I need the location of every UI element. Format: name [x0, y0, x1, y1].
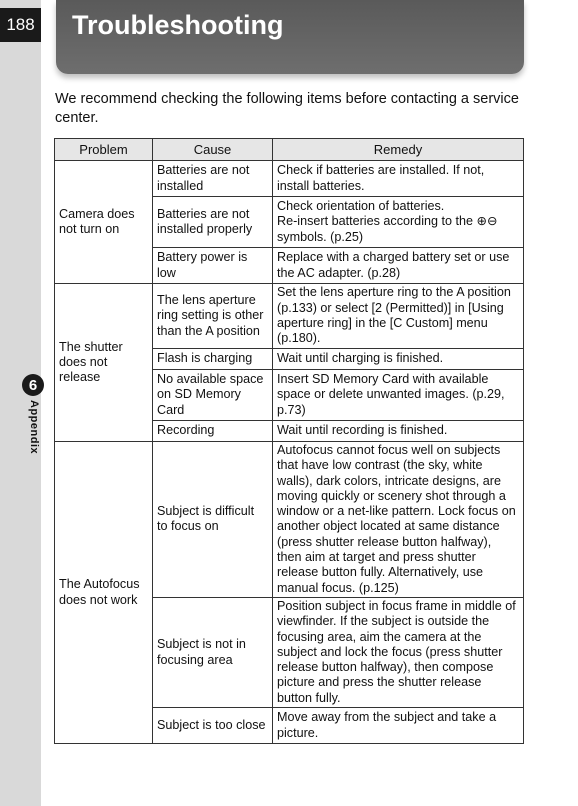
cause-cell: Batteries are not installed — [153, 161, 273, 197]
cause-cell: Recording — [153, 421, 273, 442]
remedy-cell: Wait until recording is finished. — [273, 421, 524, 442]
remedy-cell: Check if batteries are installed. If not, install batteries. — [273, 161, 524, 197]
remedy-cell: Autofocus cannot focus well on subjects that have low contrast (the sky, white walls), dark colors, intricate designs, are moving quickly or scenery shot through a window or a net-like pattern. Lock focus on another object located at same distance (press shutter release button halfway), then aim at target and press shutter release button fully. Alternatively, use manual focus. (p.125) — [273, 442, 524, 598]
problem-cell: Camera does not turn on — [55, 161, 153, 284]
cause-cell: Batteries are not installed properly — [153, 197, 273, 248]
remedy-cell: Replace with a charged battery set or use the AC adapter. (p.28) — [273, 248, 524, 284]
intro-paragraph: We recommend checking the following items before contacting a service center. — [55, 91, 519, 126]
remedy-cell: Set the lens aperture ring to the A position (p.133) or select [2 (Permitted)] in [Using aperture ring] in the [C Custom] menu (p.180). — [273, 284, 524, 349]
cause-cell: Flash is charging — [153, 349, 273, 370]
cause-cell: Subject is too close — [153, 708, 273, 744]
problem-cell: The Autofocus does not work — [55, 442, 153, 744]
cause-cell: Battery power is low — [153, 248, 273, 284]
table-row — [55, 442, 524, 598]
remedy-cell: Move away from the subject and take a picture. — [273, 708, 524, 744]
table-header-row — [55, 139, 524, 161]
chapter-label: Appendix — [28, 400, 40, 455]
problem-cell: The shutter does not release — [55, 284, 153, 442]
cause-cell: Subject is difficult to focus on — [153, 442, 273, 598]
remedy-cell: Position subject in focus frame in middle of viewfinder. If the subject is outside the focusing area, aim the camera at the subject and lock the focus (press shutter release button halfway), then compose picture and press the shutter release button fully. — [273, 597, 524, 707]
chapter-number-badge: 6 — [22, 374, 44, 396]
table-row — [55, 161, 524, 197]
cause-cell: No available space on SD Memory Card — [153, 370, 273, 421]
remedy-cell: Insert SD Memory Card with available space or delete unwanted images. (p.29, p.73) — [273, 370, 524, 421]
cause-cell: Subject is not in focusing area — [153, 597, 273, 707]
table-row — [55, 284, 524, 349]
troubleshooting-table — [54, 138, 524, 744]
page-number: 188 — [0, 8, 41, 42]
header-cause: Cause — [153, 139, 273, 161]
remedy-cell: Wait until charging is finished. — [273, 349, 524, 370]
header-problem: Problem — [55, 139, 153, 161]
remedy-cell: Check orientation of batteries. Re-insert batteries according to the ⊕⊖ symbols. (p.25) — [273, 197, 524, 248]
cause-cell: The lens aperture ring setting is other than the A position — [153, 284, 273, 349]
title-banner — [56, 0, 524, 74]
page-title: Troubleshooting — [72, 10, 284, 40]
header-remedy: Remedy — [273, 139, 524, 161]
